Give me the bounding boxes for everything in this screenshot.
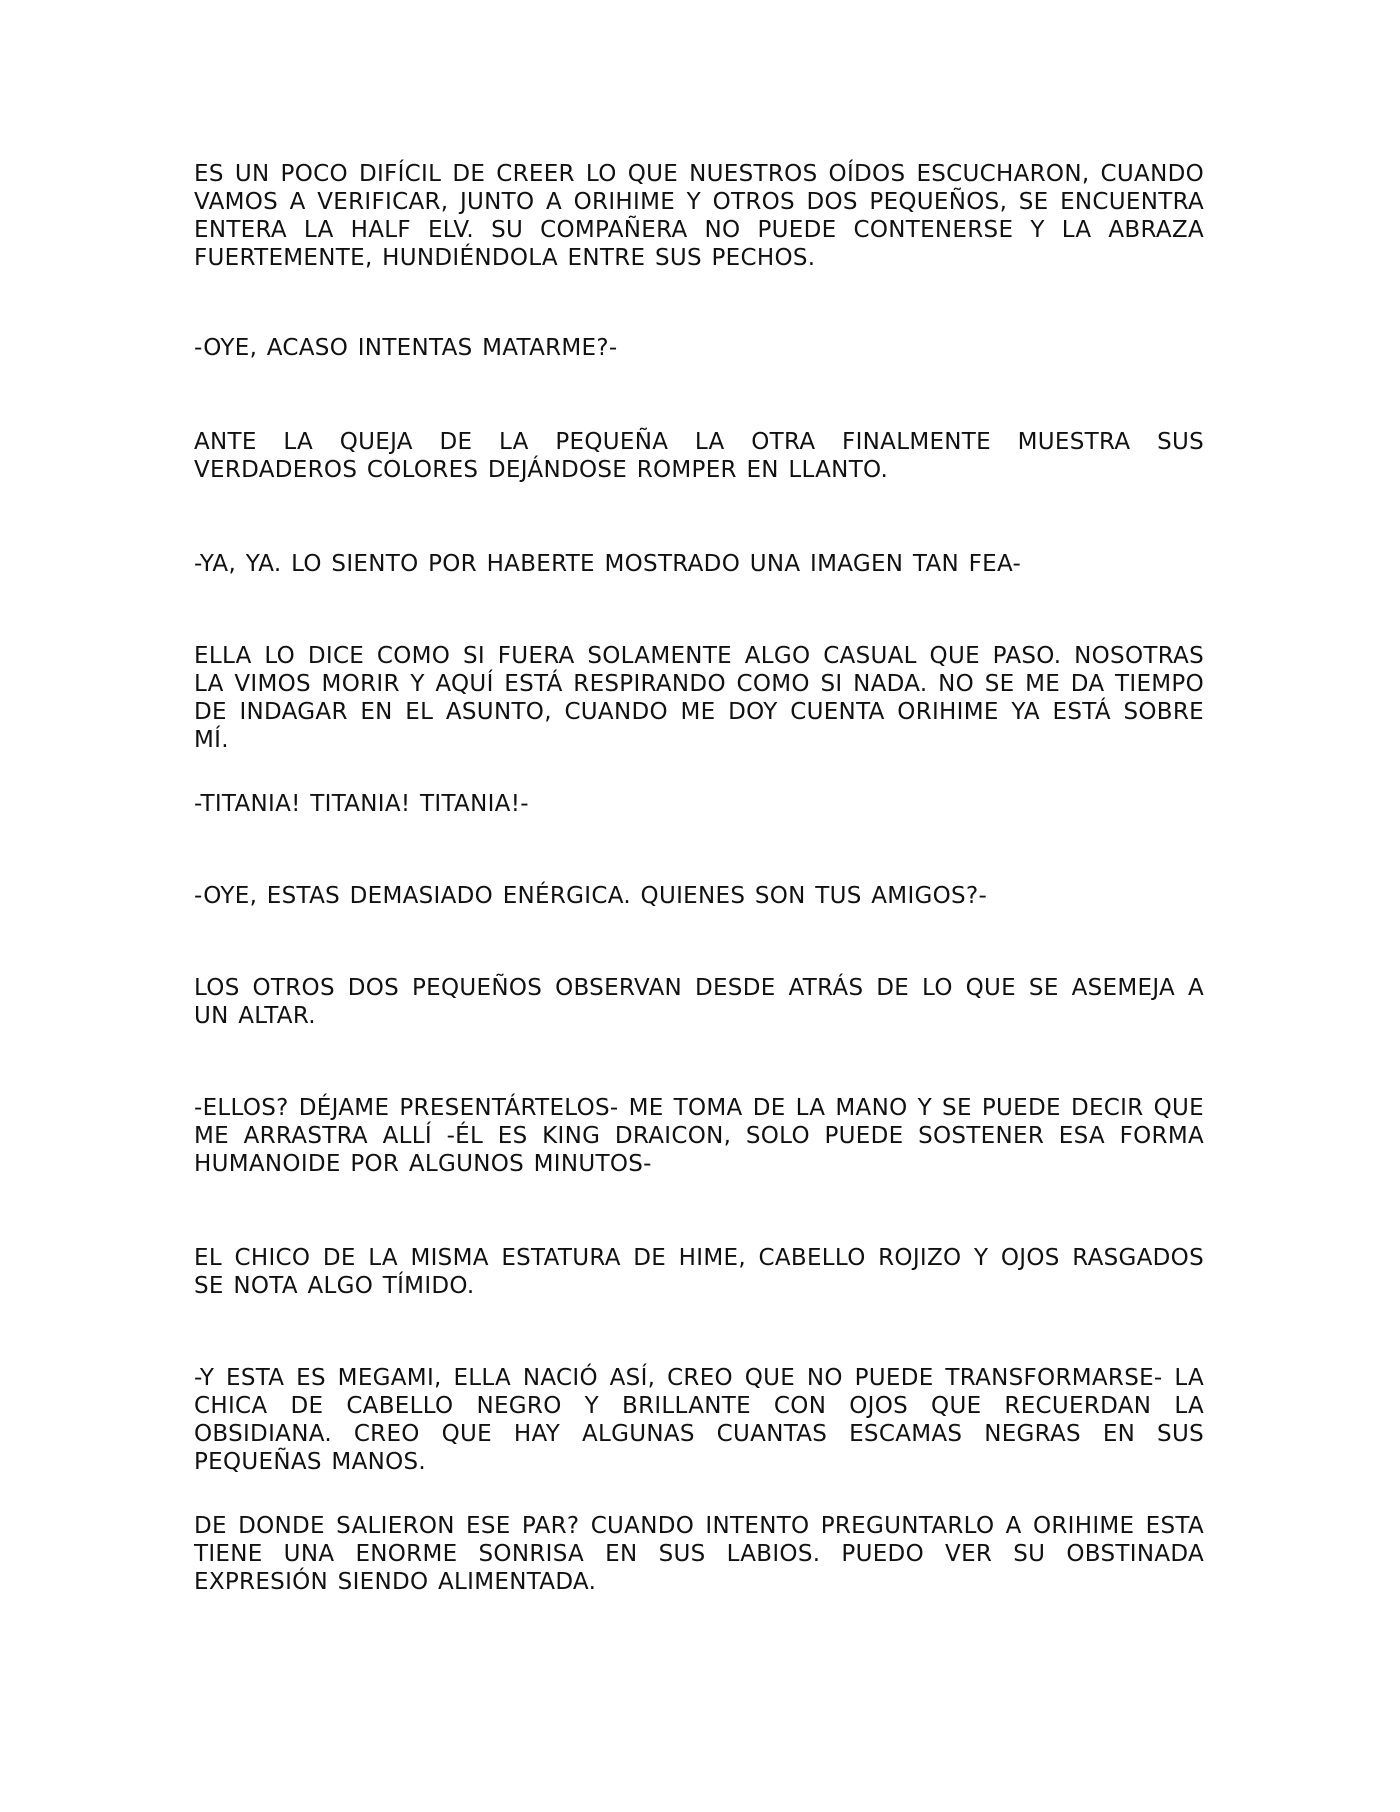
paragraph-narration-7: -Y ESTA ES MEGAMI, ELLA NACIÓ ASÍ, CREO QUE NO PUEDE TRANSFORMARSE- LA CHICA DE CABELLO NEGRO Y BRILLANTE CON OJOS QUE RECUERDAN LA OBSIDIANA. CREO QUE HAY ALGUNAS CUANTAS ESCAMAS NEGRAS EN SUS PEQUEÑAS MANOS. <box>194 1365 1204 1475</box>
paragraph-dialogue-3: -TITANIA! TITANIA! TITANIA!- <box>194 791 529 817</box>
paragraph-dialogue-1: -OYE, ACASO INTENTAS MATARME?- <box>194 335 618 361</box>
paragraph-narration-4: LOS OTROS DOS PEQUEÑOS OBSERVAN DESDE ATRÁS DE LO QUE SE ASEMEJA A UN ALTAR. <box>194 975 1204 1029</box>
paragraph-narration-6: EL CHICO DE LA MISMA ESTATURA DE HIME, CABELLO ROJIZO Y OJOS RASGADOS SE NOTA ALGO TÍMIDO. <box>194 1245 1204 1299</box>
paragraph-dialogue-4: -OYE, ESTAS DEMASIADO ENÉRGICA. QUIENES SON TUS AMIGOS?- <box>194 883 988 909</box>
paragraph-narration-2: ANTE LA QUEJA DE LA PEQUEÑA LA OTRA FINALMENTE MUESTRA SUS VERDADEROS COLORES DEJÁNDOSE ROMPER EN LLANTO. <box>194 429 1204 483</box>
paragraph-narration-8: DE DONDE SALIERON ESE PAR? CUANDO INTENTO PREGUNTARLO A ORIHIME ESTA TIENE UNA ENORME SONRISA EN SUS LABIOS. PUEDO VER SU OBSTINADA EXPRESIÓN SIENDO ALIMENTADA. <box>194 1513 1204 1595</box>
paragraph-narration-3: ELLA LO DICE COMO SI FUERA SOLAMENTE ALGO CASUAL QUE PASO. NOSOTRAS LA VIMOS MORIR Y AQUÍ ESTÁ RESPIRANDO COMO SI NADA. NO SE ME DA TIEMPO DE INDAGAR EN EL ASUNTO, CUANDO ME DOY CUENTA ORIHIME YA ESTÁ SOBRE MÍ. <box>194 643 1204 753</box>
paragraph-narration-5: -ELLOS? DÉJAME PRESENTÁRTELOS- ME TOMA DE LA MANO Y SE PUEDE DECIR QUE ME ARRASTRA ALLÍ -ÉL ES KING DRAICON, SOLO PUEDE SOSTENER ESA FORMA HUMANOIDE POR ALGUNOS MINUTOS- <box>194 1095 1204 1177</box>
paragraph-narration-1: ES UN POCO DIFÍCIL DE CREER LO QUE NUESTROS OÍDOS ESCUCHARON, CUANDO VAMOS A VERIFICAR, JUNTO A ORIHIME Y OTROS DOS PEQUEÑOS, SE ENCUENTRA ENTERA LA HALF ELV. SU COMPAÑERA NO PUEDE CONTENERSE Y LA ABRAZA FUERTEMENTE, HUNDIÉNDOLA ENTRE SUS PECHOS. <box>194 161 1204 271</box>
paragraph-dialogue-2: -YA, YA. LO SIENTO POR HABERTE MOSTRADO UNA IMAGEN TAN FEA- <box>194 551 1022 577</box>
